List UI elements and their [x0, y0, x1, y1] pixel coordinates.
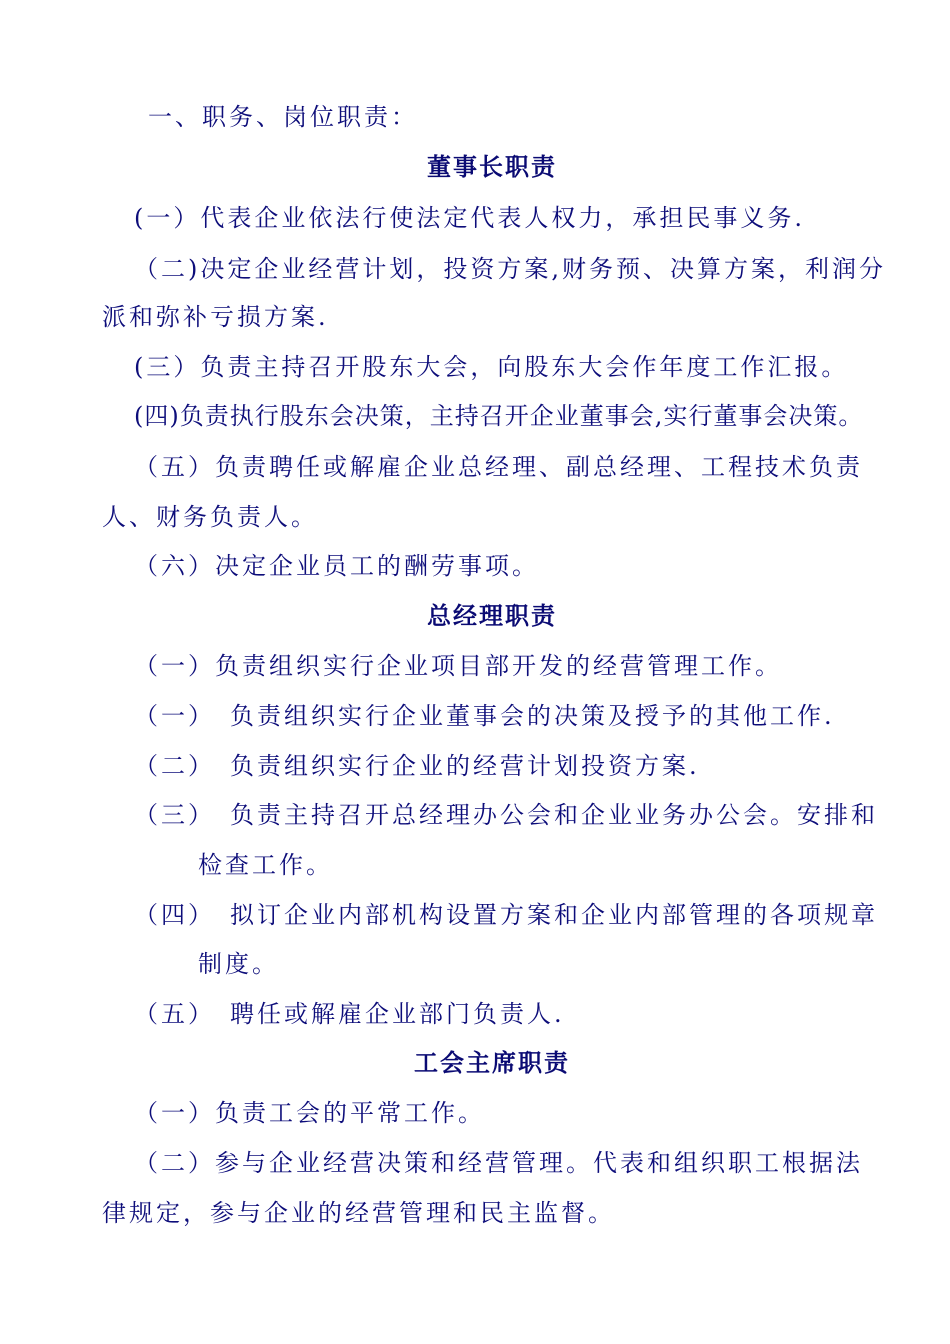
list-item-number: （四）	[134, 901, 215, 929]
list-item-number: （三）	[134, 801, 215, 829]
paragraph: (三）负责主持召开股东大会，向股东大会作年度工作汇报。	[134, 353, 849, 381]
paragraph: （五）负责聘任或解雇企业总经理、副总经理、工程技术负责	[134, 453, 863, 481]
list-item	[134, 800, 878, 830]
paragraph-continuation: 派和弥补亏损方案.	[102, 303, 329, 331]
paragraph: （二)决定企业经营计划，投资方案,财务预、决算方案，利润分	[134, 255, 886, 283]
list-item-text: 聘任或解雇企业部门负责人.	[230, 1000, 565, 1028]
list-item-number: （五）	[134, 1000, 215, 1028]
list-item-text: 拟订企业内部机构设置方案和企业内部管理的各项规章	[230, 901, 878, 929]
intro-heading: 一、职务、岗位职责：	[148, 103, 418, 131]
paragraph: （六）决定企业员工的酬劳事项。	[134, 552, 539, 580]
paragraph: (一）代表企业依法行使法定代表人权力，承担民事义务.	[134, 204, 805, 232]
paragraph-continuation: 人、财务负责人。	[102, 503, 318, 531]
list-item	[134, 900, 878, 930]
list-item-number: （二）	[134, 752, 215, 780]
list-item-number: （一）	[134, 702, 215, 730]
list-item	[134, 751, 700, 781]
paragraph: （二）参与企业经营决策和经营管理。代表和组织职工根据法	[134, 1149, 863, 1177]
section-title-chairman: 董事长职责	[427, 152, 557, 181]
paragraph-continuation: 律规定，参与企业的经营管理和民主监督。	[102, 1199, 615, 1227]
list-item	[134, 701, 835, 731]
list-item	[134, 999, 565, 1029]
paragraph: （一）负责组织实行企业项目部开发的经营管理工作。	[134, 652, 782, 680]
list-item-continuation: 检查工作。	[198, 851, 333, 879]
list-item-text: 负责组织实行企业的经营计划投资方案.	[230, 752, 700, 780]
list-item-continuation: 制度。	[198, 950, 279, 978]
list-item-text: 负责组织实行企业董事会的决策及授予的其他工作.	[230, 702, 835, 730]
paragraph: (四)负责执行股东会决策，主持召开企业董事会,实行董事会决策。	[134, 402, 864, 430]
section-title-general-manager: 总经理职责	[427, 601, 557, 630]
list-item-text: 负责主持召开总经理办公会和企业业务办公会。安排和	[230, 801, 878, 829]
paragraph: （一）负责工会的平常工作。	[134, 1099, 485, 1127]
section-title-union-chairman: 工会主席职责	[414, 1048, 570, 1077]
